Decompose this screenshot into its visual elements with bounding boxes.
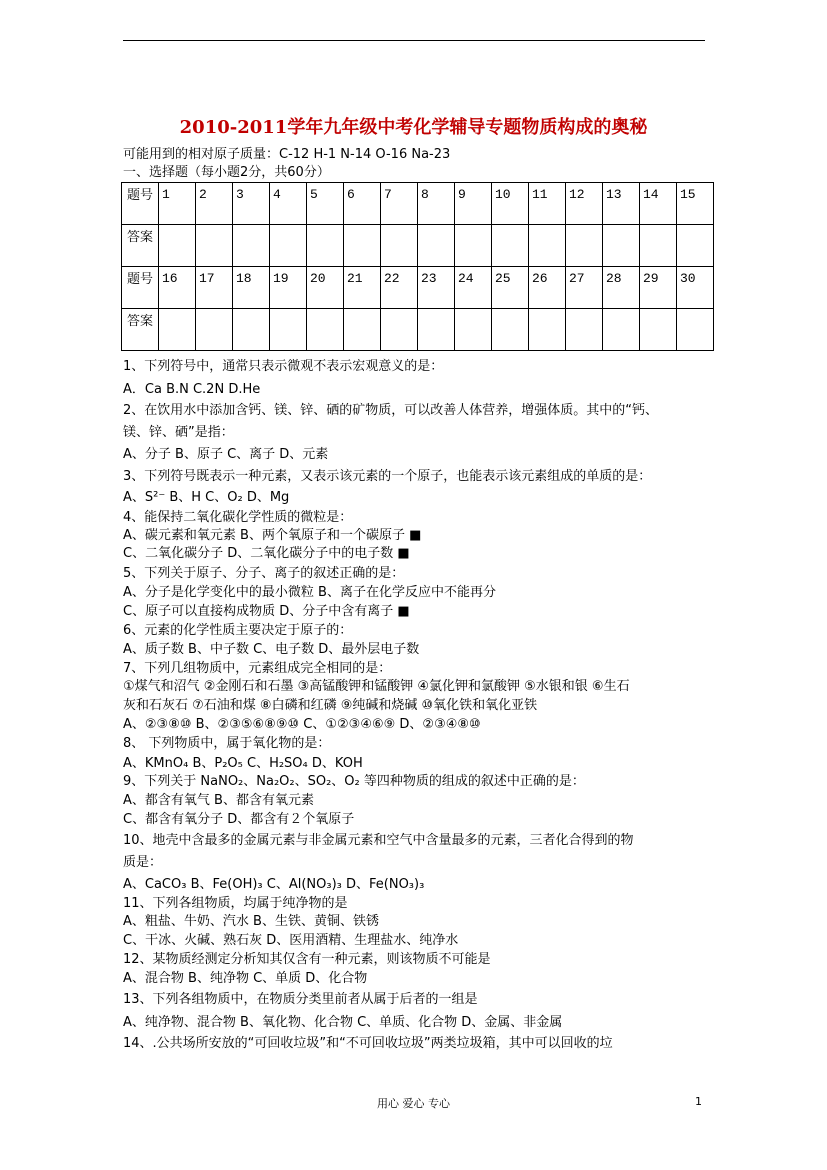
answer-cell xyxy=(603,225,640,267)
row-label-answer: 答案 xyxy=(122,309,159,351)
question-line: A、纯净物、混合物 B、氧化物、化合物 C、单质、化合物 D、金属、非金属 xyxy=(123,1015,563,1030)
table-cell: 13 xyxy=(603,183,640,225)
table-cell: 1 xyxy=(159,183,196,225)
answer-cell xyxy=(307,225,344,267)
answer-cell xyxy=(344,225,381,267)
question-line: 12、某物质经测定分析知其仅含有一种元素，则该物质不可能是 xyxy=(123,952,491,967)
table-row xyxy=(122,309,714,351)
question-line: ①煤气和沼气 ②金刚石和石墨 ③高锰酸钾和锰酸钾 ④氯化钾和氯酸钾 ⑤水银和银 ⑥生石 xyxy=(123,679,630,694)
table-cell: 14 xyxy=(640,183,677,225)
answer-cell xyxy=(418,225,455,267)
answer-cell xyxy=(455,309,492,351)
answer-cell xyxy=(270,225,307,267)
table-cell: 6 xyxy=(344,183,381,225)
table-cell: 19 xyxy=(270,267,307,309)
page-footer: 用心 爱心 专心 xyxy=(377,1097,450,1110)
atomic-masses: 可能用到的相对原子质量：C-12 H-1 N-14 O-16 Na-23 xyxy=(123,147,451,162)
question-line: C、都含有氧分子 D、都含有２个氧原子 xyxy=(123,812,355,827)
question-line: A、S²⁻ B、H C、O₂ D、Mg xyxy=(123,490,290,505)
answer-cell xyxy=(381,309,418,351)
answer-cell xyxy=(270,309,307,351)
question-line: A、CaCO₃ B、Fe(OH)₃ C、Al(NO₃)₃ D、Fe(NO₃)₃ xyxy=(123,877,425,892)
question-line: 5、下列关于原子、分子、离子的叙述正确的是： xyxy=(123,566,405,581)
table-row xyxy=(122,267,714,309)
answer-cell xyxy=(566,225,603,267)
question-line: 14、.公共场所安放的“可回收垃圾”和“不可回收垃圾”两类垃圾箱，其中可以回收的垃 xyxy=(123,1036,613,1051)
table-cell: 9 xyxy=(455,183,492,225)
question-line: A、KMnO₄ B、P₂O₅ C、H₂SO₄ D、KOH xyxy=(123,756,363,771)
answer-cell xyxy=(566,309,603,351)
answer-cell xyxy=(233,309,270,351)
table-cell: 22 xyxy=(381,267,418,309)
answer-cell xyxy=(418,309,455,351)
question-line: A、都含有氧气 B、都含有氧元素 xyxy=(123,793,314,808)
answer-cell xyxy=(307,309,344,351)
answer-cell xyxy=(233,225,270,267)
answer-cell xyxy=(196,225,233,267)
answer-cell xyxy=(529,225,566,267)
table-row xyxy=(122,225,714,267)
table-cell: 8 xyxy=(418,183,455,225)
question-line: C、二氧化碳分子 D、二氧化碳分子中的电子数 ■ xyxy=(123,546,410,561)
question-line: 镁、锌、硒”是指： xyxy=(123,425,234,440)
answer-cell xyxy=(159,225,196,267)
table-cell: 29 xyxy=(640,267,677,309)
table-cell: 2 xyxy=(196,183,233,225)
question-line: A、碳元素和氧元素 B、两个氧原子和一个碳原子 ■ xyxy=(123,528,422,543)
question-line: 11、下列各组物质，均属于纯净物的是 xyxy=(123,896,348,911)
answer-cell xyxy=(455,225,492,267)
table-cell: 27 xyxy=(566,267,603,309)
table-cell: 5 xyxy=(307,183,344,225)
question-line: 7、下列几组物质中，元素组成完全相同的是： xyxy=(123,661,392,676)
table-cell: 17 xyxy=(196,267,233,309)
table-cell: 18 xyxy=(233,267,270,309)
question-line: A、混合物 B、纯净物 C、单质 D、化合物 xyxy=(123,971,368,986)
table-cell: 26 xyxy=(529,267,566,309)
table-cell: 23 xyxy=(418,267,455,309)
answer-cell xyxy=(159,309,196,351)
answer-cell xyxy=(603,309,640,351)
section-heading: 一、选择题（每小题2分，共60分） xyxy=(123,165,330,180)
table-cell: 4 xyxy=(270,183,307,225)
table-row xyxy=(122,183,714,225)
question-line: A、分子是化学变化中的最小微粒 B、离子在化学反应中不能再分 xyxy=(123,585,496,600)
question-line: 6、元素的化学性质主要决定于原子的： xyxy=(123,623,353,638)
answer-cell xyxy=(529,309,566,351)
table-cell: 7 xyxy=(381,183,418,225)
answer-cell xyxy=(344,309,381,351)
question-line: 13、下列各组物质中，在物质分类里前者从属于后者的一组是 xyxy=(123,992,478,1007)
table-cell: 16 xyxy=(159,267,196,309)
question-line: A、质子数 B、中子数 C、电子数 D、最外层电子数 xyxy=(123,642,420,657)
answer-cell xyxy=(677,225,714,267)
question-line: A、粗盐、牛奶、汽水 B、生铁、黄铜、铁锈 xyxy=(123,914,379,929)
table-cell: 24 xyxy=(455,267,492,309)
question-line: 4、能保持二氧化碳化学性质的微粒是： xyxy=(123,510,353,525)
table-cell: 21 xyxy=(344,267,381,309)
answer-table xyxy=(121,182,714,351)
answer-cell xyxy=(677,309,714,351)
row-label-answer: 答案 xyxy=(122,225,159,267)
question-line: 1、下列符号中，通常只表示微观不表示宏观意义的是： xyxy=(123,359,444,374)
question-line: 3、下列符号既表示一种元素，又表示该元素的一个原子，也能表示该元素组成的单质的是： xyxy=(123,469,652,484)
table-cell: 10 xyxy=(492,183,529,225)
table-cell: 11 xyxy=(529,183,566,225)
row-label-number: 题号 xyxy=(122,183,159,225)
answer-cell xyxy=(196,309,233,351)
question-line: A、②③⑧⑩ B、②③⑤⑥⑧⑨⑩ C、①②③④⑥⑨ D、②③④⑧⑩ xyxy=(123,717,481,732)
table-cell: 15 xyxy=(677,183,714,225)
answer-cell xyxy=(492,309,529,351)
question-line: A、分子 B、原子 C、离子 D、元素 xyxy=(123,447,329,462)
page-title: 2010-2011学年九年级中考化学辅导专题物质构成的奥秘 xyxy=(179,117,648,138)
question-line: 8、 下列物质中，属于氧化物的是： xyxy=(123,736,331,751)
answer-cell xyxy=(381,225,418,267)
answer-cell xyxy=(640,225,677,267)
table-cell: 20 xyxy=(307,267,344,309)
table-cell: 30 xyxy=(677,267,714,309)
question-line: 10、地壳中含最多的金属元素与非金属元素和空气中含量最多的元素，三者化合得到的物 xyxy=(123,833,634,848)
table-cell: 28 xyxy=(603,267,640,309)
answer-cell xyxy=(640,309,677,351)
table-cell: 3 xyxy=(233,183,270,225)
question-line: 2、在饮用水中添加含钙、镁、锌、硒的矿物质，可以改善人体营养，增强体质。其中的“钙、 xyxy=(123,403,659,418)
table-cell: 25 xyxy=(492,267,529,309)
row-label-number: 题号 xyxy=(122,267,159,309)
question-line: 质是： xyxy=(123,855,163,870)
question-line: A．Ca B.N C.2N D.He xyxy=(123,382,261,397)
header-rule xyxy=(123,40,705,41)
question-line: 9、下列关于 NaNO₂、Na₂O₂、SO₂、O₂ 等四种物质的组成的叙述中正确的是： xyxy=(123,774,585,789)
answer-cell xyxy=(492,225,529,267)
question-line: C、干冰、火碱、熟石灰 D、医用酒精、生理盐水、纯净水 xyxy=(123,933,459,948)
question-line: 灰和石灰石 ⑦石油和煤 ⑧白磷和红磷 ⑨纯碱和烧碱 ⑩氧化铁和氧化亚铁 xyxy=(123,698,538,713)
table-cell: 12 xyxy=(566,183,603,225)
page-number: 1 xyxy=(695,1095,702,1108)
question-line: C、原子可以直接构成物质 D、分子中含有离子 ■ xyxy=(123,604,410,619)
